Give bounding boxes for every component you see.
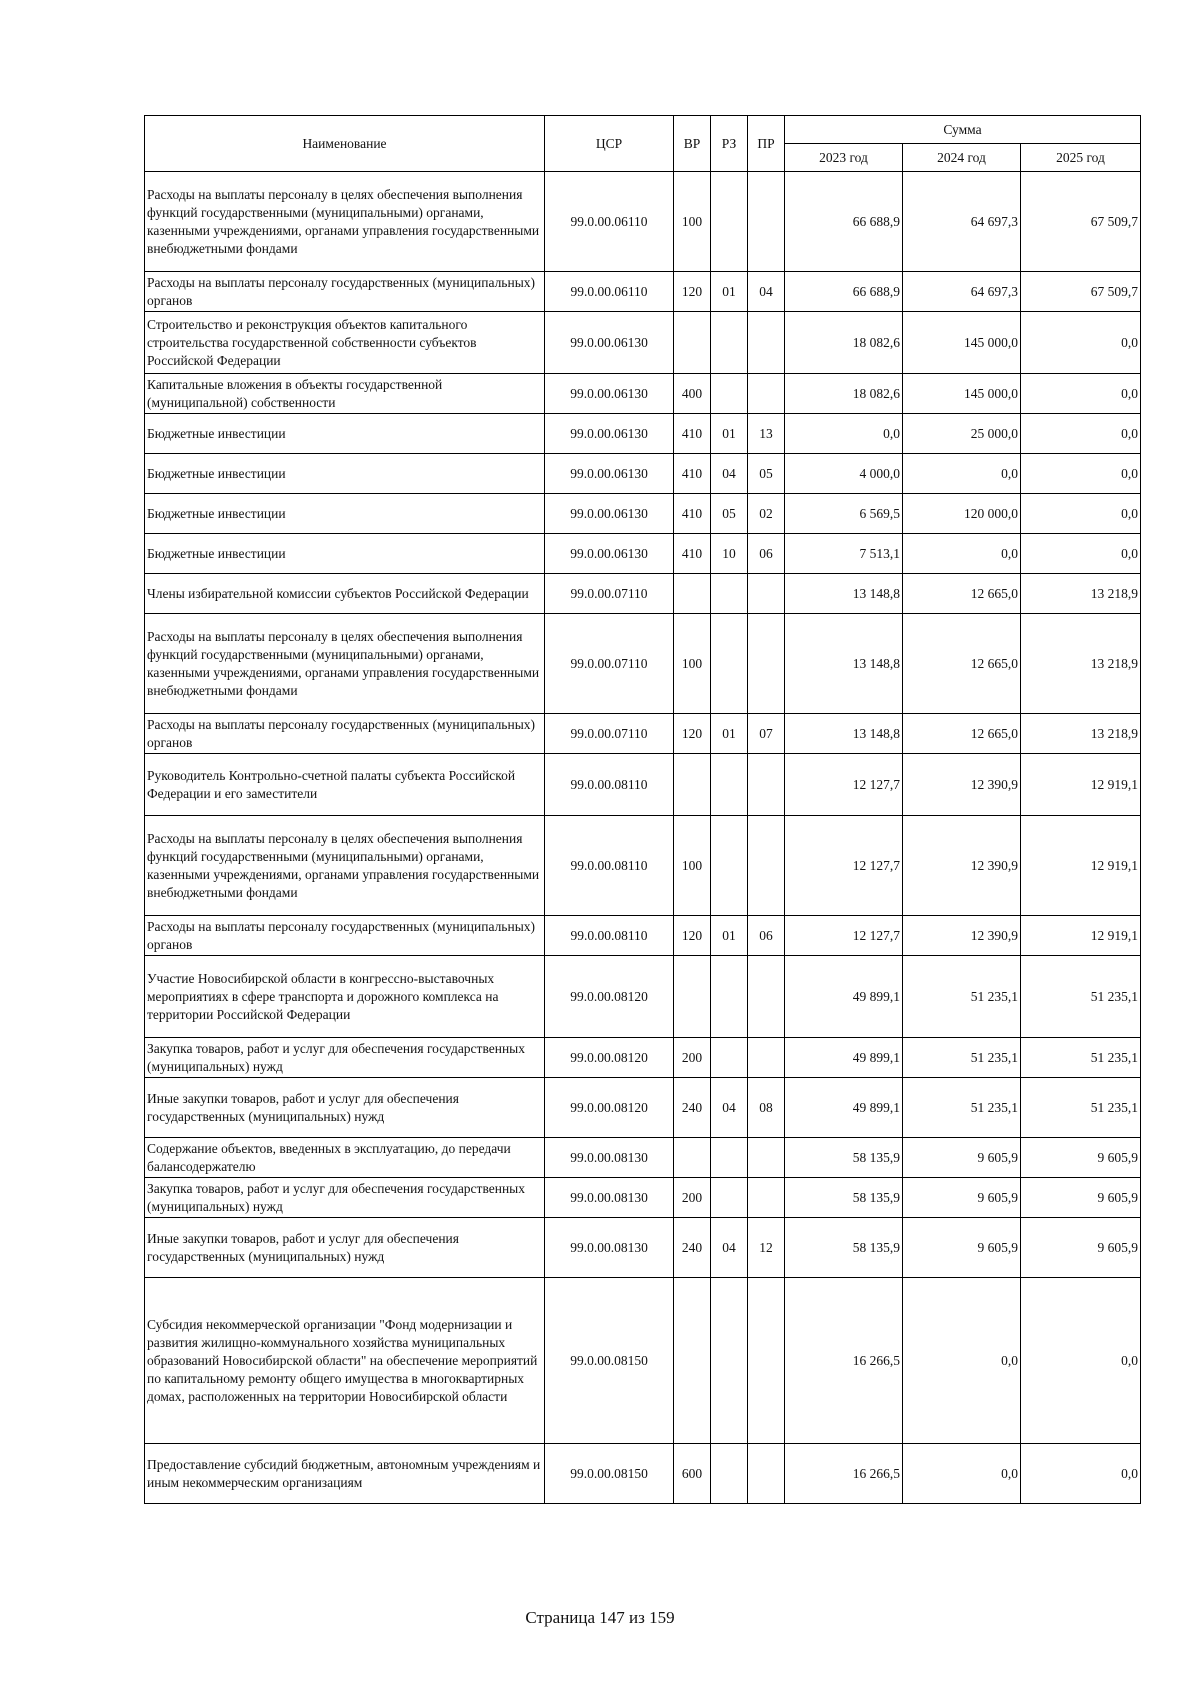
- cell-2023: 13 148,8: [785, 574, 903, 614]
- cell-2023: 16 266,5: [785, 1278, 903, 1444]
- cell-vr: 100: [674, 172, 711, 272]
- cell-pr: [748, 754, 785, 816]
- cell-rz: 10: [711, 534, 748, 574]
- cell-csr: 99.0.00.08130: [545, 1178, 674, 1218]
- cell-2025: 51 235,1: [1021, 956, 1141, 1038]
- header-rz: РЗ: [711, 116, 748, 172]
- cell-vr: 410: [674, 414, 711, 454]
- table-row: [145, 1078, 1141, 1138]
- cell-name: Бюджетные инвестиции: [145, 494, 545, 534]
- cell-vr: 410: [674, 454, 711, 494]
- cell-rz: [711, 956, 748, 1038]
- cell-csr: 99.0.00.08150: [545, 1278, 674, 1444]
- header-pr: ПР: [748, 116, 785, 172]
- budget-table: [144, 115, 1141, 1504]
- cell-rz: [711, 816, 748, 916]
- table-row: [145, 816, 1141, 916]
- cell-csr: 99.0.00.08120: [545, 956, 674, 1038]
- cell-pr: 06: [748, 534, 785, 574]
- table-row: [145, 916, 1141, 956]
- cell-csr: 99.0.00.08110: [545, 916, 674, 956]
- cell-vr: 200: [674, 1038, 711, 1078]
- cell-pr: 02: [748, 494, 785, 534]
- cell-2025: 51 235,1: [1021, 1078, 1141, 1138]
- cell-pr: [748, 1444, 785, 1504]
- table-row: [145, 1038, 1141, 1078]
- cell-name: Расходы на выплаты персоналу государственных (муниципальных) органов: [145, 714, 545, 754]
- cell-vr: 100: [674, 816, 711, 916]
- cell-2025: 0,0: [1021, 454, 1141, 494]
- header-year-2023: 2023 год: [785, 144, 903, 172]
- cell-vr: [674, 1138, 711, 1178]
- cell-pr: [748, 614, 785, 714]
- cell-pr: 08: [748, 1078, 785, 1138]
- cell-csr: 99.0.00.06110: [545, 272, 674, 312]
- cell-vr: 100: [674, 614, 711, 714]
- cell-name: Расходы на выплаты персоналу в целях обеспечения выполнения функций государственными (муниципальными) органами, казенными учреждениями, органами управления государственными внебюджетными фондами: [145, 816, 545, 916]
- cell-csr: 99.0.00.07110: [545, 574, 674, 614]
- table-row: [145, 312, 1141, 374]
- cell-pr: 06: [748, 916, 785, 956]
- cell-rz: [711, 312, 748, 374]
- cell-csr: 99.0.00.06110: [545, 172, 674, 272]
- cell-pr: [748, 956, 785, 1038]
- cell-name: Иные закупки товаров, работ и услуг для обеспечения государственных (муниципальных) нужд: [145, 1078, 545, 1138]
- cell-2023: 4 000,0: [785, 454, 903, 494]
- cell-2025: 67 509,7: [1021, 272, 1141, 312]
- cell-2024: 120 000,0: [903, 494, 1021, 534]
- cell-name: Руководитель Контрольно-счетной палаты субъекта Российской Федерации и его заместители: [145, 754, 545, 816]
- cell-vr: 120: [674, 714, 711, 754]
- table-row: [145, 1138, 1141, 1178]
- cell-2025: 12 919,1: [1021, 916, 1141, 956]
- cell-2023: 18 082,6: [785, 374, 903, 414]
- cell-rz: 01: [711, 916, 748, 956]
- cell-vr: [674, 574, 711, 614]
- cell-2024: 0,0: [903, 454, 1021, 494]
- cell-pr: [748, 1038, 785, 1078]
- cell-2024: 0,0: [903, 1278, 1021, 1444]
- cell-2023: 16 266,5: [785, 1444, 903, 1504]
- cell-vr: 120: [674, 916, 711, 956]
- cell-2025: 9 605,9: [1021, 1218, 1141, 1278]
- cell-2024: 51 235,1: [903, 1078, 1021, 1138]
- cell-name: Предоставление субсидий бюджетным, автономным учреждениям и иным некоммерческим организациям: [145, 1444, 545, 1504]
- header-vr: ВР: [674, 116, 711, 172]
- cell-name: Содержание объектов, введенных в эксплуатацию, до передачи балансодержателю: [145, 1138, 545, 1178]
- cell-name: Бюджетные инвестиции: [145, 534, 545, 574]
- cell-2024: 51 235,1: [903, 1038, 1021, 1078]
- cell-pr: [748, 1178, 785, 1218]
- header-year-2025: 2025 год: [1021, 144, 1141, 172]
- cell-2025: 13 218,9: [1021, 574, 1141, 614]
- cell-pr: [748, 312, 785, 374]
- cell-name: Закупка товаров, работ и услуг для обеспечения государственных (муниципальных) нужд: [145, 1178, 545, 1218]
- cell-csr: 99.0.00.08120: [545, 1078, 674, 1138]
- cell-name: Бюджетные инвестиции: [145, 414, 545, 454]
- cell-csr: 99.0.00.06130: [545, 534, 674, 574]
- cell-rz: 01: [711, 272, 748, 312]
- cell-2024: 12 665,0: [903, 574, 1021, 614]
- cell-csr: 99.0.00.06130: [545, 454, 674, 494]
- cell-2024: 12 390,9: [903, 916, 1021, 956]
- cell-csr: 99.0.00.08110: [545, 816, 674, 916]
- cell-rz: [711, 172, 748, 272]
- cell-rz: [711, 374, 748, 414]
- cell-pr: [748, 172, 785, 272]
- page-number: Страница 147 из 159: [525, 1608, 675, 1627]
- cell-2023: 66 688,9: [785, 272, 903, 312]
- cell-csr: 99.0.00.08130: [545, 1138, 674, 1178]
- cell-vr: [674, 956, 711, 1038]
- cell-2025: 0,0: [1021, 374, 1141, 414]
- cell-2025: 0,0: [1021, 494, 1141, 534]
- cell-rz: 01: [711, 714, 748, 754]
- cell-2023: 13 148,8: [785, 614, 903, 714]
- cell-2024: 12 665,0: [903, 714, 1021, 754]
- cell-2023: 58 135,9: [785, 1218, 903, 1278]
- cell-rz: [711, 1178, 748, 1218]
- table-row: [145, 614, 1141, 714]
- table-row: [145, 172, 1141, 272]
- cell-rz: [711, 1278, 748, 1444]
- cell-name: Расходы на выплаты персоналу государственных (муниципальных) органов: [145, 916, 545, 956]
- cell-pr: [748, 1138, 785, 1178]
- cell-2025: 13 218,9: [1021, 714, 1141, 754]
- cell-2025: 12 919,1: [1021, 754, 1141, 816]
- cell-csr: 99.0.00.06130: [545, 312, 674, 374]
- table-row: [145, 714, 1141, 754]
- cell-rz: [711, 614, 748, 714]
- cell-2024: 64 697,3: [903, 172, 1021, 272]
- cell-rz: [711, 1444, 748, 1504]
- cell-2024: 9 605,9: [903, 1218, 1021, 1278]
- cell-2025: 0,0: [1021, 1444, 1141, 1504]
- cell-2024: 0,0: [903, 534, 1021, 574]
- cell-2025: 0,0: [1021, 312, 1141, 374]
- cell-pr: 07: [748, 714, 785, 754]
- header-name: Наименование: [145, 116, 545, 172]
- cell-2024: 9 605,9: [903, 1138, 1021, 1178]
- cell-2024: 9 605,9: [903, 1178, 1021, 1218]
- cell-2024: 145 000,0: [903, 312, 1021, 374]
- cell-2023: 49 899,1: [785, 1078, 903, 1138]
- cell-csr: 99.0.00.07110: [545, 614, 674, 714]
- table-row: [145, 534, 1141, 574]
- cell-csr: 99.0.00.08130: [545, 1218, 674, 1278]
- table-body: [145, 172, 1141, 1504]
- cell-2024: 12 390,9: [903, 754, 1021, 816]
- cell-csr: 99.0.00.06130: [545, 494, 674, 534]
- cell-rz: [711, 574, 748, 614]
- cell-vr: 120: [674, 272, 711, 312]
- cell-2024: 0,0: [903, 1444, 1021, 1504]
- table-row: [145, 494, 1141, 534]
- cell-name: Расходы на выплаты персоналу в целях обеспечения выполнения функций государственными (муниципальными) органами, казенными учреждениями, органами управления государственными внебюджетными фондами: [145, 172, 545, 272]
- cell-vr: 400: [674, 374, 711, 414]
- cell-pr: [748, 1278, 785, 1444]
- table-row: [145, 272, 1141, 312]
- cell-2024: 12 390,9: [903, 816, 1021, 916]
- cell-pr: [748, 816, 785, 916]
- cell-name: Расходы на выплаты персоналу в целях обеспечения выполнения функций государственными (муниципальными) органами, казенными учреждениями, органами управления государственными внебюджетными фондами: [145, 614, 545, 714]
- cell-2023: 49 899,1: [785, 956, 903, 1038]
- cell-2023: 12 127,7: [785, 754, 903, 816]
- cell-2023: 7 513,1: [785, 534, 903, 574]
- cell-csr: 99.0.00.06130: [545, 414, 674, 454]
- cell-rz: [711, 1038, 748, 1078]
- cell-pr: 05: [748, 454, 785, 494]
- cell-rz: 05: [711, 494, 748, 534]
- cell-2025: 0,0: [1021, 414, 1141, 454]
- cell-2024: 12 665,0: [903, 614, 1021, 714]
- cell-pr: 13: [748, 414, 785, 454]
- header-csr: ЦСР: [545, 116, 674, 172]
- table-row: [145, 574, 1141, 614]
- cell-2025: 51 235,1: [1021, 1038, 1141, 1078]
- cell-vr: 200: [674, 1178, 711, 1218]
- cell-vr: [674, 1278, 711, 1444]
- header-year-2024: 2024 год: [903, 144, 1021, 172]
- table-row: [145, 754, 1141, 816]
- table-row: [145, 1178, 1141, 1218]
- table-row: [145, 374, 1141, 414]
- cell-name: Иные закупки товаров, работ и услуг для обеспечения государственных (муниципальных) нужд: [145, 1218, 545, 1278]
- cell-csr: 99.0.00.07110: [545, 714, 674, 754]
- cell-csr: 99.0.00.08110: [545, 754, 674, 816]
- cell-2025: 0,0: [1021, 534, 1141, 574]
- cell-name: Капитальные вложения в объекты государственной (муниципальной) собственности: [145, 374, 545, 414]
- cell-name: Расходы на выплаты персоналу государственных (муниципальных) органов: [145, 272, 545, 312]
- cell-2024: 51 235,1: [903, 956, 1021, 1038]
- cell-rz: [711, 1138, 748, 1178]
- cell-pr: [748, 374, 785, 414]
- table-row: [145, 1444, 1141, 1504]
- cell-name: Бюджетные инвестиции: [145, 454, 545, 494]
- cell-2025: 13 218,9: [1021, 614, 1141, 714]
- table-row: [145, 414, 1141, 454]
- cell-2024: 64 697,3: [903, 272, 1021, 312]
- cell-name: Члены избирательной комиссии субъектов Российской Федерации: [145, 574, 545, 614]
- cell-2025: 9 605,9: [1021, 1178, 1141, 1218]
- cell-vr: 240: [674, 1218, 711, 1278]
- table-row: [145, 1278, 1141, 1444]
- cell-name: Участие Новосибирской области в конгрессно-выставочных мероприятиях в сфере транспорта и дорожного комплекса на территории Российской Федерации: [145, 956, 545, 1038]
- cell-name: Субсидия некоммерческой организации "Фонд модернизации и развития жилищно-коммунального хозяйства муниципальных образований Новосибирской области" на обеспечение мероприятий по капитальному ремонту общего имущества в многоквартирных домах, расположенных на территории Новосибирской области: [145, 1278, 545, 1444]
- cell-2023: 13 148,8: [785, 714, 903, 754]
- table-row: [145, 1218, 1141, 1278]
- cell-2023: 6 569,5: [785, 494, 903, 534]
- cell-rz: 04: [711, 1078, 748, 1138]
- cell-2023: 12 127,7: [785, 916, 903, 956]
- cell-csr: 99.0.00.06130: [545, 374, 674, 414]
- cell-2025: 0,0: [1021, 1278, 1141, 1444]
- header-sum: Сумма: [785, 116, 1141, 144]
- cell-pr: 04: [748, 272, 785, 312]
- cell-2025: 67 509,7: [1021, 172, 1141, 272]
- cell-vr: 410: [674, 534, 711, 574]
- cell-rz: 04: [711, 1218, 748, 1278]
- table-header: [145, 116, 1141, 172]
- cell-2023: 49 899,1: [785, 1038, 903, 1078]
- cell-2025: 9 605,9: [1021, 1138, 1141, 1178]
- table-row: [145, 956, 1141, 1038]
- cell-pr: [748, 574, 785, 614]
- cell-vr: 410: [674, 494, 711, 534]
- cell-csr: 99.0.00.08120: [545, 1038, 674, 1078]
- cell-csr: 99.0.00.08150: [545, 1444, 674, 1504]
- cell-name: Закупка товаров, работ и услуг для обеспечения государственных (муниципальных) нужд: [145, 1038, 545, 1078]
- cell-2023: 18 082,6: [785, 312, 903, 374]
- cell-2023: 58 135,9: [785, 1138, 903, 1178]
- cell-vr: 240: [674, 1078, 711, 1138]
- cell-rz: 04: [711, 454, 748, 494]
- cell-2024: 25 000,0: [903, 414, 1021, 454]
- cell-2023: 58 135,9: [785, 1178, 903, 1218]
- cell-vr: [674, 312, 711, 374]
- table-row: [145, 454, 1141, 494]
- cell-name: Строительство и реконструкция объектов капитального строительства государственной собственности субъектов Российской Федерации: [145, 312, 545, 374]
- cell-vr: 600: [674, 1444, 711, 1504]
- cell-rz: 01: [711, 414, 748, 454]
- cell-2023: 66 688,9: [785, 172, 903, 272]
- cell-rz: [711, 754, 748, 816]
- cell-2024: 145 000,0: [903, 374, 1021, 414]
- cell-2023: 0,0: [785, 414, 903, 454]
- cell-pr: 12: [748, 1218, 785, 1278]
- cell-2023: 12 127,7: [785, 816, 903, 916]
- cell-vr: [674, 754, 711, 816]
- cell-2025: 12 919,1: [1021, 816, 1141, 916]
